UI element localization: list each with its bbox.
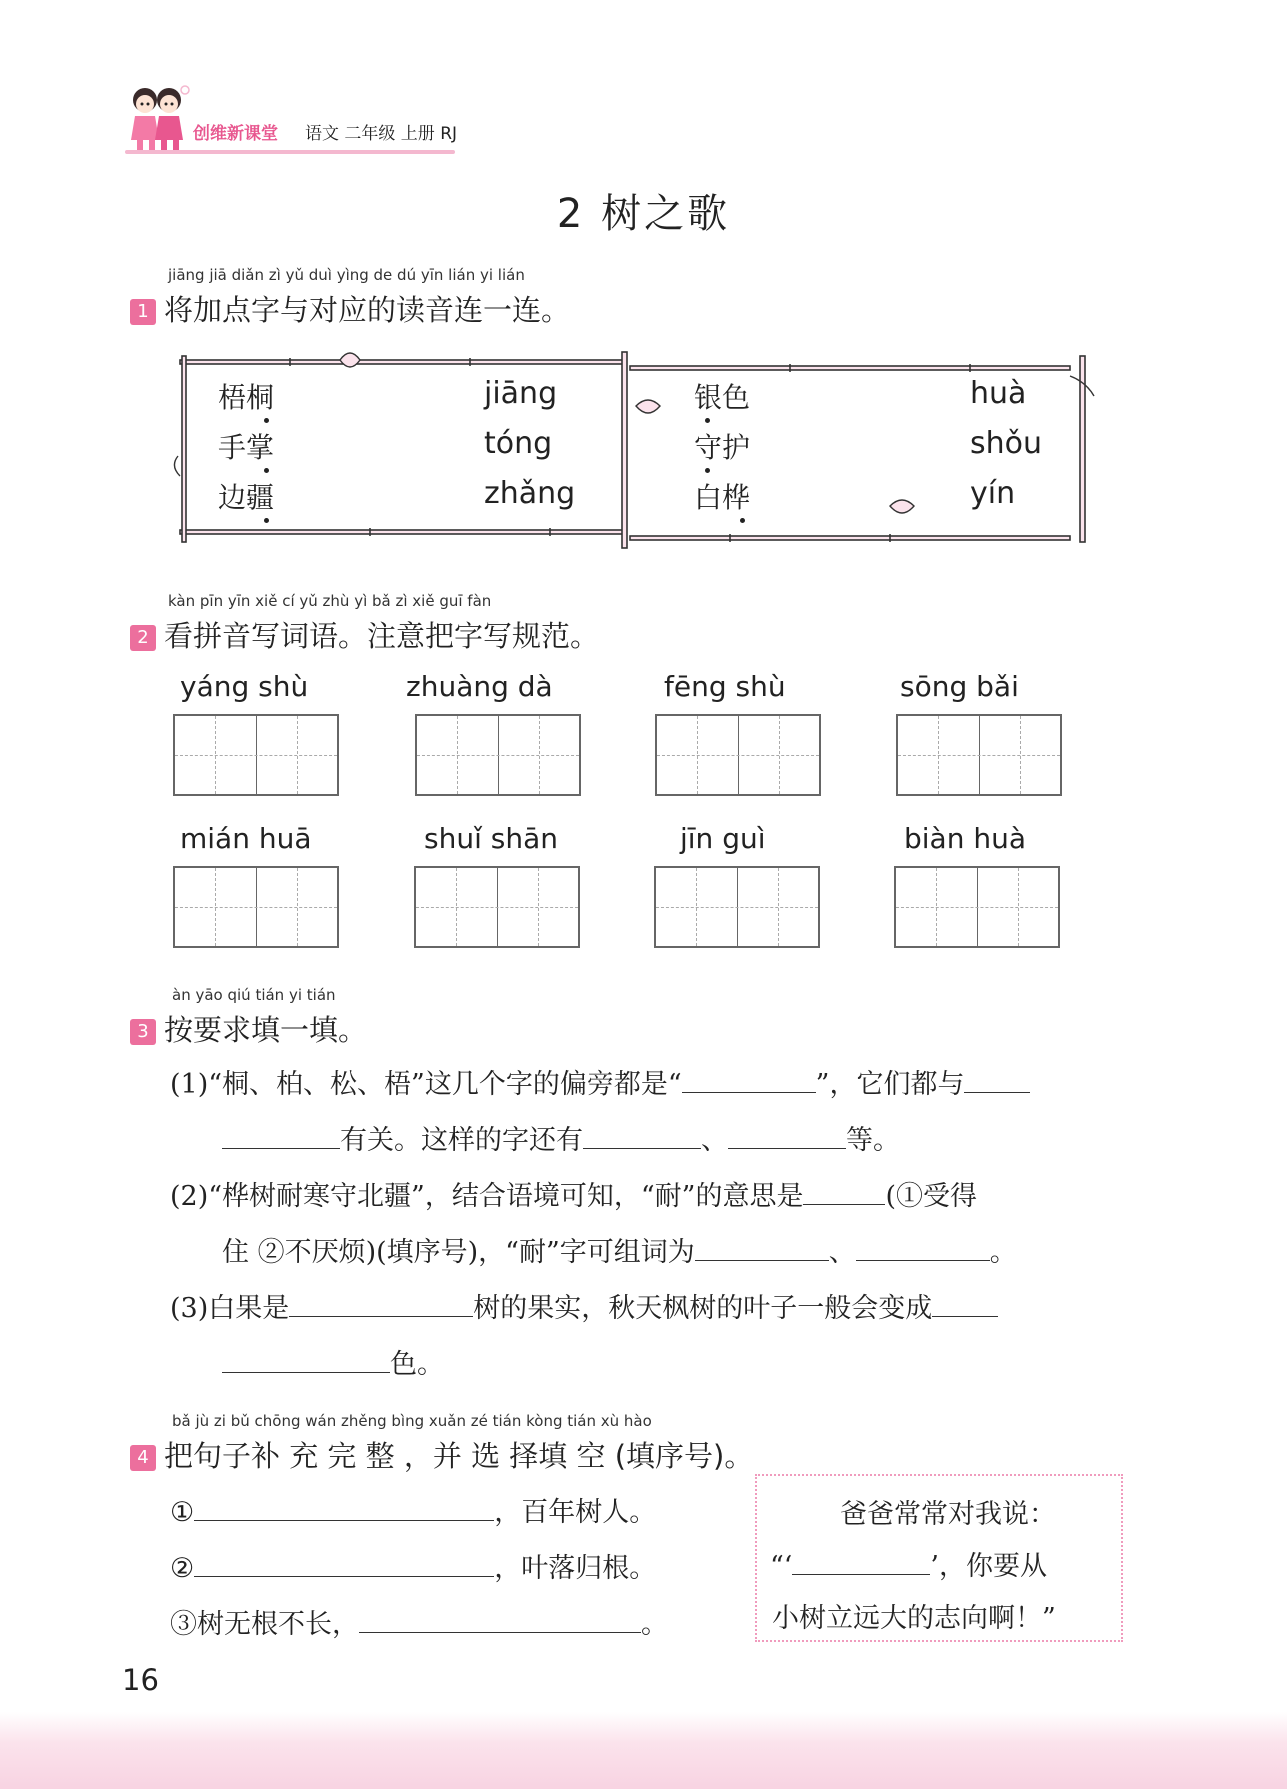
q2-word-pinyin: zhuàng dà xyxy=(406,670,553,703)
emphasis-dot xyxy=(740,518,745,523)
writing-grid[interactable] xyxy=(173,714,339,796)
q3-title xyxy=(130,1008,367,1049)
q1-number: 1 xyxy=(130,299,156,325)
emphasis-dot xyxy=(705,468,710,473)
q2-title xyxy=(130,614,599,655)
q2-text: 看拼音写词语。注意把字写规范。 xyxy=(164,619,600,653)
q3-line: (3)白果是 树的果实，秋天枫树的叶子一般会变成 xyxy=(170,1286,998,1325)
page-number: 16 xyxy=(122,1663,159,1697)
writing-grid[interactable] xyxy=(654,866,820,948)
q3-pinyin: àn yāo qiú tián yi tián xyxy=(172,986,336,1004)
writing-grid[interactable] xyxy=(896,714,1062,796)
q4-title xyxy=(130,1434,753,1475)
answer-blank[interactable] xyxy=(803,1178,885,1205)
q1-text: 将加点字与对应的读音连一连。 xyxy=(164,293,571,327)
q2-word-pinyin: shuǐ shān xyxy=(424,822,558,855)
page-title: 2 树之歌 xyxy=(556,191,731,237)
book-info: 语文 二年级 上册 RJ xyxy=(305,124,458,144)
answer-blank[interactable] xyxy=(792,1548,930,1575)
kids-logo-icon xyxy=(125,82,193,154)
q1-right-pinyin: huà xyxy=(970,376,1027,411)
q1-left-word: 手掌 xyxy=(218,431,275,464)
answer-blank[interactable] xyxy=(289,1290,473,1317)
header-divider xyxy=(125,150,455,154)
q4-number: 4 xyxy=(130,1445,156,1471)
footer-band xyxy=(0,1712,1287,1789)
q2-word-pinyin: jīn guì xyxy=(680,822,766,855)
answer-blank[interactable] xyxy=(695,1234,829,1261)
q4-text: 把句子补 充 完 整 ，并 选 择填 空 (填序号)。 xyxy=(164,1439,754,1473)
q4-line-3: ③树无根不长， 。 xyxy=(170,1602,668,1641)
answer-blank[interactable] xyxy=(964,1066,1030,1093)
q2-word-pinyin: mián huā xyxy=(180,822,312,855)
q3-line: 有关。这样的字还有 、 等。 xyxy=(222,1118,900,1157)
quote-line: “‘ ’，你要从 xyxy=(770,1544,1047,1583)
answer-blank[interactable] xyxy=(222,1122,340,1149)
answer-blank[interactable] xyxy=(359,1606,641,1633)
writing-grid[interactable] xyxy=(894,866,1060,948)
q2-word-pinyin: biàn huà xyxy=(904,822,1027,855)
q4-line-2: ② ，叶落归根。 xyxy=(170,1546,656,1585)
q1-right-word: 银色 xyxy=(694,381,751,414)
writing-grid[interactable] xyxy=(414,866,580,948)
q1-right-pinyin: yín xyxy=(970,476,1016,511)
answer-blank[interactable] xyxy=(682,1066,816,1093)
writing-grid[interactable] xyxy=(655,714,821,796)
q1-left-pinyin: zhǎng xyxy=(484,476,576,511)
q1-left-word: 梧桐 xyxy=(218,381,275,414)
quote-line: 小树立远大的志向啊！” xyxy=(772,1603,1056,1634)
emphasis-dot xyxy=(264,468,269,473)
q3-line: (1)“桐、柏、松、梧”这几个字的偏旁都是“ ”，它们都与 xyxy=(170,1062,1030,1101)
q1-left-pinyin: tóng xyxy=(484,426,553,461)
answer-blank[interactable] xyxy=(194,1550,494,1577)
writing-grid[interactable] xyxy=(173,866,339,948)
bamboo-frame xyxy=(170,346,1100,552)
answer-blank[interactable] xyxy=(728,1122,846,1149)
q2-word-pinyin: sōng bǎi xyxy=(900,670,1019,703)
brand-name: 创维新课堂 xyxy=(193,124,278,144)
q3-line: 住 ②不厌烦)(填序号)，“耐”字可组词为 、 。 xyxy=(222,1230,1017,1269)
q1-right-pinyin: shǒu xyxy=(970,426,1043,461)
q3-text: 按要求填一填。 xyxy=(164,1013,368,1047)
q4-line-1: ① ，百年树人。 xyxy=(170,1490,656,1529)
answer-blank[interactable] xyxy=(856,1234,990,1261)
answer-blank[interactable] xyxy=(583,1122,701,1149)
q1-pinyin: jiāng jiā diǎn zì yǔ duì yìng de dú yīn lián yi lián xyxy=(168,266,525,284)
answer-blank[interactable] xyxy=(194,1494,494,1521)
q3-line: 色。 xyxy=(222,1342,444,1381)
q1-right-word: 守护 xyxy=(694,431,751,464)
q2-word-pinyin: yáng shù xyxy=(180,670,309,703)
writing-grid[interactable] xyxy=(415,714,581,796)
emphasis-dot xyxy=(264,418,269,423)
page-header xyxy=(125,82,525,160)
quote-line: 爸爸常常对我说： xyxy=(840,1499,1056,1530)
q4-pinyin: bǎ jù zi bǔ chōng wán zhěng bìng xuǎn zé tián kòng tián xù hào xyxy=(172,1412,652,1430)
q3-line: (2)“桦树耐寒守北疆”，结合语境可知，“耐”的意思是 (①受得 xyxy=(170,1174,977,1213)
q2-pinyin: kàn pīn yīn xiě cí yǔ zhù yì bǎ zì xiě guī fàn xyxy=(168,592,492,610)
q1-title xyxy=(130,288,570,329)
answer-blank[interactable] xyxy=(932,1290,998,1317)
q2-word-pinyin: fēng shù xyxy=(664,670,786,703)
q2-number: 2 xyxy=(130,625,156,651)
q1-left-word: 边疆 xyxy=(218,481,275,514)
q3-number: 3 xyxy=(130,1019,156,1045)
q1-right-word: 白桦 xyxy=(694,481,751,514)
emphasis-dot xyxy=(705,418,710,423)
answer-blank[interactable] xyxy=(222,1346,390,1373)
emphasis-dot xyxy=(264,518,269,523)
q1-left-pinyin: jiāng xyxy=(484,376,558,411)
